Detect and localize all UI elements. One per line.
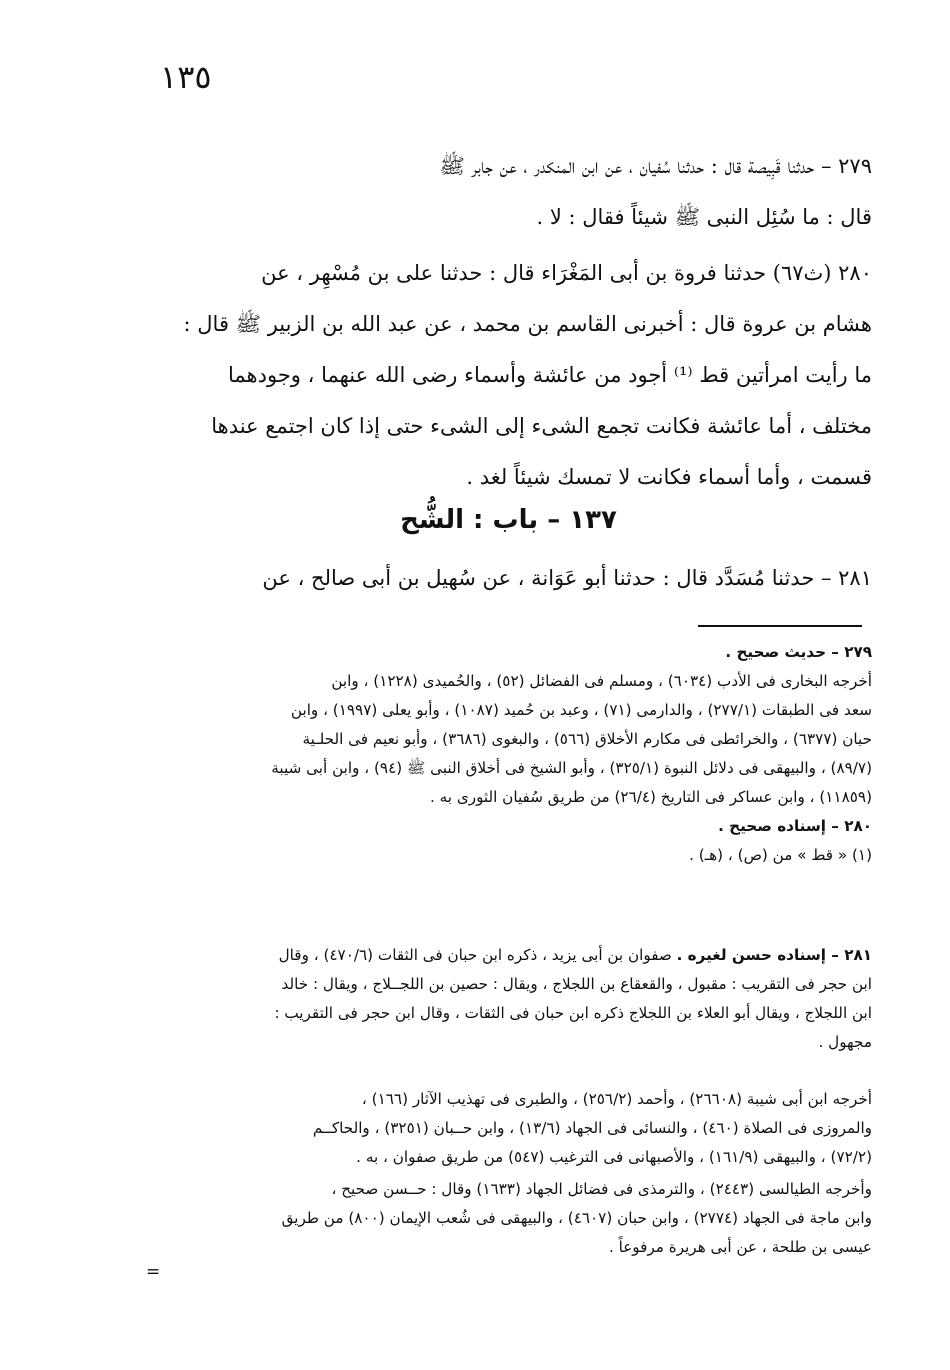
footnote-line: (١١٨٥٩) ، وابن عساكر فى التاريخ (٢٦/٤) من طريق سُفيان الثورى به .	[430, 788, 872, 806]
footnote-line: والمروزى فى الصلاة (٤٦٠) ، والنسائى فى الجهاد (١٣/٦) ، وابن حــبان (٣٢٥١) ، والحاكــم	[312, 1119, 872, 1137]
footnote-line	[145, 941, 872, 970]
footnote-281-more-sources	[145, 1175, 872, 1262]
hadith-line: ٢٧٩ – حدثنا قَبِيصة قال : حدثنا سُفيان ، عن ابن المنكدر ، عن جابر ﷺ	[439, 154, 872, 178]
footnote-line: وابن ماجة فى الجهاد (٢٧٧٤) ، وابن حبان (٤٦٠٧) ، والبيهقى فى شُعب الإيمان (٨٠٠) من طريق	[281, 1209, 872, 1227]
footnote-line: سعد فى الطبقات (٢٧٧/١) ، والدارمى (٧١) ، وعبد بن حُميد (١٠٨٧) ، وأبو يعلى (١٩٩٧) ، وابن	[290, 701, 872, 719]
hadith-279	[145, 141, 872, 243]
hadith-line: ٢٨١ – حدثنا مُسَدَّد قال : حدثنا أبو عَوَانة ، عن سُهيل بن أبى صالح ، عن	[262, 566, 872, 590]
page-number: ١٣٥	[160, 58, 212, 96]
footnote-line: وأخرجه الطيالسى (٢٤٤٣) ، والترمذى فى فضائل الجهاد (١٦٣٣) وقال : حــسن صحيح ،	[331, 1180, 872, 1198]
footnote-281-sources	[145, 1085, 872, 1172]
footnote-text: صفوان بن أبى يزيد ، ذكره ابن حبان فى الثقات (٤٧٠/٦) ، وقال	[278, 946, 677, 964]
footnote-heading: ٢٨٠ – إسناده صحيح .	[718, 817, 872, 835]
footnote-279	[145, 638, 872, 870]
footnote-line: ابن اللجلاج ، ويقال أبو العلاء بن اللجلاج ذكره ابن حبان فى الثقات ، وقال ابن حجر فى التقريب :	[274, 1004, 872, 1022]
continuation-mark: =	[146, 1262, 161, 1282]
hadith-line: قسمت ، وأما أسماء فكانت لا تمسك شيئاً لغد .	[466, 465, 872, 489]
footnote-line: (٧٢/٢) ، والبيهقى (١٦١/٩) ، والأصبهانى فى الترغيب (٥٤٧) من طريق صفوان ، به .	[356, 1148, 872, 1166]
hadith-line: ما رأيت امرأتين قط ⁽¹⁾ أجود من عائشة وأسماء رضى الله عنهما ، وجودهما	[228, 363, 872, 387]
footnote-line: (٨٩/٧) ، والبيهقى فى دلائل النبوة (٣٢٥/١) ، وأبو الشيخ فى أخلاق النبى ﷺ (٩٤) ، وابن أبى شيبة	[271, 759, 872, 777]
footnote-heading: ٢٨١ – إسناده حسن لغيره .	[676, 946, 872, 964]
footnote-line: عيسى بن طلحة ، عن أبى هريرة مرفوعاً .	[608, 1238, 872, 1256]
footnote-line: ابن حجر فى التقريب : مقبول ، والقعقاع بن اللجلاج ، ويقال : حصين بن اللجــلاج ، ويقال : خالد	[281, 975, 872, 993]
hadith-280	[145, 248, 872, 503]
footnote-281	[145, 941, 872, 1057]
footnote-line: مجهول .	[818, 1033, 872, 1051]
hadith-line: هشام بن عروة قال : أخبرنى القاسم بن محمد ، عن عبد الله بن الزبير ﷺ قال :	[183, 312, 872, 336]
hadith-281	[145, 553, 872, 604]
hadith-line: ٢٨٠ (ث٦٧) حدثنا فروة بن أبى المَغْرَاء قال : حدثنا على بن مُسْهِر ، عن	[261, 261, 872, 285]
footnote-line: أخرجه ابن أبى شيبة (٢٦٦٠٨) ، وأحمد (٢٥٦/٢) ، والطبرى فى تهذيب الآثار (١٦٦) ،	[361, 1090, 872, 1108]
footnote-variant-note: (١) « قط » من (ص) ، (هـ) .	[689, 846, 872, 864]
hadith-line: مختلف ، أما عائشة فكانت تجمع الشىء إلى الشىء حتى إذا كان اجتمع عندها	[211, 414, 872, 438]
footnote-line: أخرجه البخارى فى الأدب (٦٠٣٤) ، ومسلم فى الفضائل (٥٢) ، والحُميدى (١٢٢٨) ، وابن	[331, 672, 872, 690]
footnote-divider	[698, 625, 862, 627]
chapter-title: ١٣٧ – باب : الشُّح	[400, 505, 617, 535]
footnote-line: حبان (٦٣٧٧) ، والخرائطى فى مكارم الأخلاق (٥٦٦) ، والبغوى (٣٦٨٦) ، وأبو نعيم فى الحلـية	[302, 730, 872, 748]
hadith-line: قال : ما سُئِل النبى ﷺ شيئاً فقال : لا .	[536, 205, 872, 229]
footnote-heading: ٢٧٩ – حديث صحيح .	[725, 643, 872, 661]
